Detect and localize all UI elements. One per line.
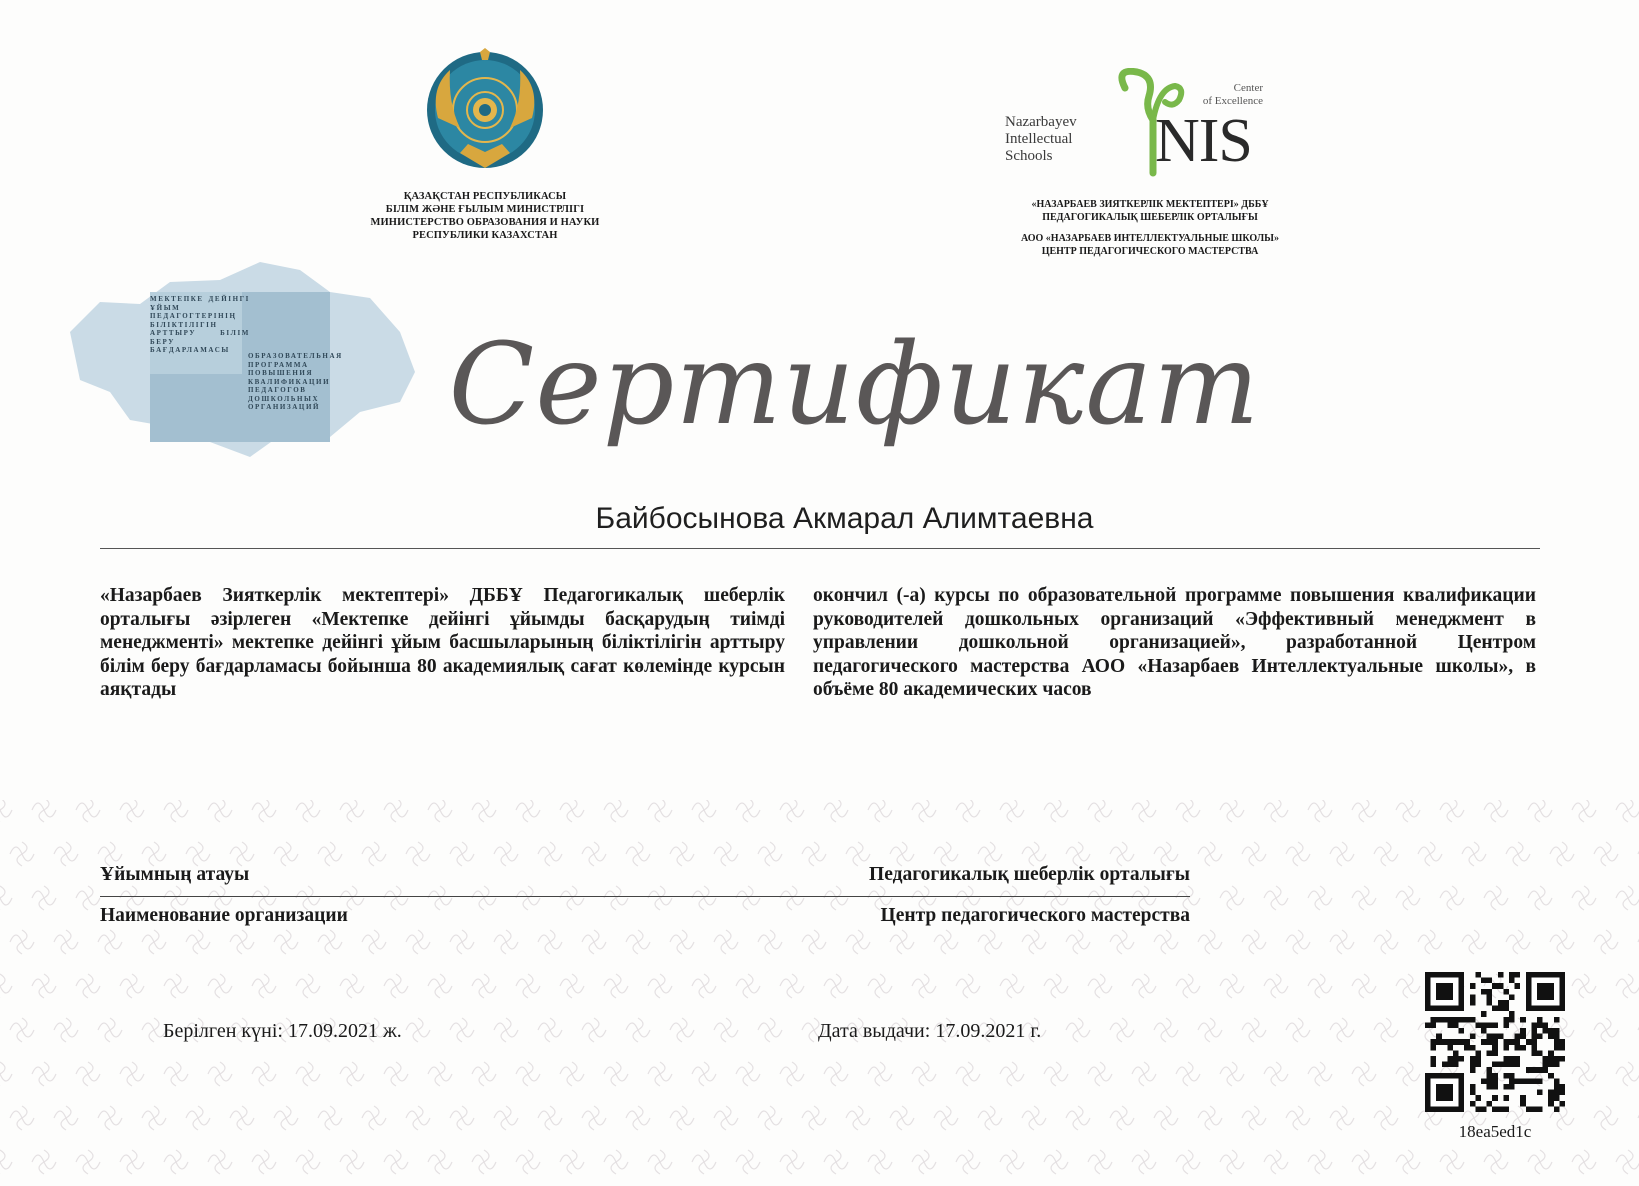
program-text-ru: ОБРАЗОВАТЕЛЬНАЯ ПРОГРАММА ПОВЫШЕНИЯ КВАЛИФИКАЦИИ ПЕДАГОГОВ ДОШКОЛЬНЫХ ОРГАНИЗАЦИЙ [248, 352, 343, 411]
ministry-line: ҚАЗАҚСТАН РЕСПУБЛИКАСЫ [403, 191, 567, 202]
ministry-line: БІЛІМ ЖӘНЕ ҒЫЛЫМ МИНИСТРЛІГІ [385, 204, 585, 215]
org-label-ru: Наименование организации [100, 905, 348, 926]
body-text-ru: окончил (-а) курсы по образовательной программе повышения квалификации руководителей дошкольных организаций «Эффективный менеджмент в управлении дошкольной организацией», разработанной Центром педагогического мастерства АОО «Назарбаев Интеллектуальные школы», в объёме 80 академических часов [813, 585, 1536, 700]
issue-date-ru: Дата выдачи: 17.09.2021 г. [818, 1020, 1042, 1042]
ornament-pattern [0, 800, 1639, 1186]
program-text-kz: МЕКТЕПКЕ ДЕЙІНГІ ҰЙЫМ ПЕДАГОГТЕРІНІҢ БІЛІКТІЛІГІН АРТТЫРУ БІЛІМ БЕРУ БАҒДАРЛАМАСЫ [150, 295, 250, 354]
org-label-kz: Ұйымның атауы [100, 864, 250, 885]
certificate-title: Сертификат [448, 320, 1261, 450]
nis-name: Nazarbayev Intellectual Schools [1005, 114, 1077, 164]
body-text-kz: «Назарбаев Зияткерлік мектептері» ДББҰ Педагогикалық шеберлік орталығы әзірлеген «Мектепке дейінгі ұйымды басқарудың тиімді менеджменті» мектепке дейінгі ұйым басшыларының біліктілігін арттыру білім беру бағдарламасы бойынша 80 академиялық сағат көлемінде курсын аяқтады [100, 585, 785, 700]
nis-org-ru: АОО «НАЗАРБАЕВ ИНТЕЛЛЕКТУАЛЬНЫЕ ШКОЛЫ» ЦЕНТР ПЕДАГОГИЧЕСКОГО МАСТЕРСТВА [1021, 233, 1279, 257]
org-divider [100, 896, 1190, 897]
org-value-ru: Центр педагогического мастерства [880, 905, 1190, 926]
issue-date-kz: Берілген күні: 17.09.2021 ж. [163, 1020, 402, 1042]
org-value-kz: Педагогикалық шеберлік орталығы [869, 864, 1190, 885]
nis-center-label: Center of Excellence [1202, 82, 1263, 107]
qr-code-icon[interactable] [1425, 972, 1565, 1112]
ministry-header [340, 48, 630, 242]
ministry-line: РЕСПУБЛИКИ КАЗАХСТАН [412, 230, 558, 241]
state-emblem-icon [420, 48, 550, 178]
nis-org-kz: «НАЗАРБАЕВ ЗИЯТКЕРЛІК МЕКТЕПТЕРІ» ДББҰ ПЕДАГОГИКАЛЫҚ ШЕБЕРЛІК ОРТАЛЫҒЫ [1031, 199, 1269, 223]
ministry-line: МИНИСТЕРСТВО ОБРАЗОВАНИЯ И НАУКИ [370, 217, 600, 228]
nis-acronym: NIS [1155, 107, 1252, 175]
recipient-name: Байбосынова Акмарал Алимтаевна [595, 502, 1094, 535]
qr-code-id: 18ea5ed1c [1458, 1122, 1532, 1141]
recipient-divider [100, 548, 1540, 549]
